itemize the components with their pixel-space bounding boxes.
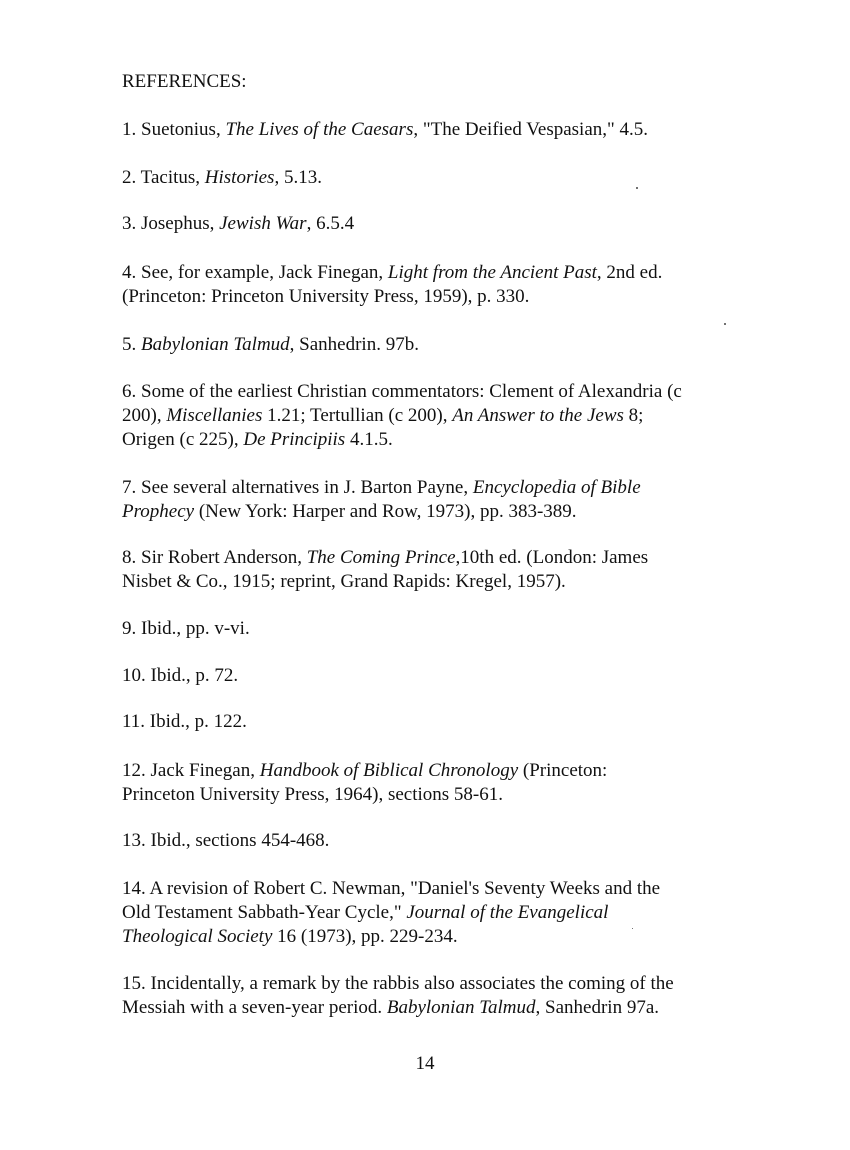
- reference-title: An Answer to the Jews: [452, 405, 624, 426]
- reference-line: [122, 261, 722, 285]
- reference-13: [122, 829, 722, 853]
- reference-line: [122, 285, 722, 309]
- reference-text: Ibid., sections 454-468.: [150, 830, 330, 851]
- reference-text: Princeton University Press, 1964), sections 58-61.: [122, 784, 504, 805]
- reference-number: 10.: [122, 665, 151, 686]
- reference-number: 5.: [122, 334, 141, 355]
- reference-6: [122, 380, 722, 452]
- reference-number: 14.: [122, 878, 150, 899]
- reference-text: A revision of Robert C. Newman, "Daniel's Seventy Weeks and the: [149, 878, 661, 899]
- reference-title: Handbook of Biblical Chronology: [259, 760, 519, 781]
- page-number: 14: [415, 1053, 435, 1074]
- reference-9: [122, 617, 722, 641]
- reference-text: , 2nd ed.: [596, 262, 663, 283]
- reference-line: [122, 546, 722, 570]
- reference-number: 1.: [122, 119, 141, 140]
- reference-title: Journal of the Evangelical: [406, 902, 609, 923]
- reference-line: [122, 877, 722, 901]
- scan-speck: [632, 928, 633, 929]
- reference-text: Old Testament Sabbath-Year Cycle,": [122, 902, 407, 923]
- reference-text: Jack Finegan,: [150, 760, 260, 781]
- reference-line: [122, 996, 722, 1020]
- reference-line: [122, 783, 722, 807]
- reference-text: See, for example, Jack Finegan,: [141, 262, 388, 283]
- reference-line: [122, 212, 722, 236]
- reference-line: [122, 901, 722, 925]
- reference-line: [122, 333, 722, 357]
- scan-speck: [636, 187, 638, 189]
- reference-1: [122, 118, 722, 142]
- reference-text: (Princeton:: [518, 760, 608, 781]
- reference-8: [122, 546, 722, 594]
- reference-line: [122, 710, 722, 734]
- reference-line: [122, 759, 722, 783]
- reference-title: Jewish War: [219, 213, 307, 234]
- reference-7: [122, 476, 722, 524]
- references-heading: REFERENCES:: [122, 71, 247, 92]
- reference-text: Some of the earliest Christian commentators: Clement of Alexandria (c: [141, 381, 682, 402]
- reference-line: [122, 428, 722, 452]
- reference-title: Histories: [204, 167, 275, 188]
- reference-title: Prophecy: [122, 501, 195, 522]
- reference-text: , Sanhedrin. 97b.: [289, 334, 419, 355]
- reference-line: [122, 972, 722, 996]
- reference-text: Tacitus,: [140, 167, 205, 188]
- reference-line: [122, 404, 722, 428]
- reference-10: [122, 664, 722, 688]
- reference-title: Encyclopedia of Bible: [472, 477, 641, 498]
- reference-5: [122, 333, 722, 357]
- reference-14: [122, 877, 722, 949]
- reference-4: [122, 261, 722, 309]
- reference-number: 4.: [122, 262, 141, 283]
- reference-line: [122, 664, 722, 688]
- reference-text: Messiah with a seven-year period.: [122, 997, 387, 1018]
- reference-text: ,10th ed. (London: James: [455, 547, 649, 568]
- reference-3: [122, 212, 722, 236]
- reference-number: 7.: [122, 477, 141, 498]
- reference-number: 11.: [122, 711, 150, 732]
- reference-line: [122, 500, 722, 524]
- reference-line: [122, 570, 722, 594]
- reference-line: [122, 829, 722, 853]
- reference-line: [122, 476, 722, 500]
- reference-text: Nisbet & Co., 1915; reprint, Grand Rapids: Kregel, 1957).: [122, 571, 566, 592]
- reference-text: , Sanhedrin 97a.: [535, 997, 660, 1018]
- reference-line: [122, 118, 722, 142]
- reference-text: Ibid., p. 122.: [149, 711, 247, 732]
- reference-text: (Princeton: Princeton University Press, 1959), p. 330.: [122, 286, 530, 307]
- reference-title: Babylonian Talmud: [141, 334, 290, 355]
- reference-text: Ibid., pp. v-vi.: [141, 618, 250, 639]
- reference-11: [122, 710, 722, 734]
- reference-15: [122, 972, 722, 1020]
- reference-number: 6.: [122, 381, 141, 402]
- reference-text: Sir Robert Anderson,: [141, 547, 307, 568]
- reference-title: De Principiis: [243, 429, 346, 450]
- reference-text: 200),: [122, 405, 167, 426]
- reference-text: , 6.5.4: [306, 213, 355, 234]
- reference-text: Ibid., p. 72.: [150, 665, 239, 686]
- reference-text: Incidentally, a remark by the rabbis also associates the coming of the: [150, 973, 674, 994]
- reference-text: Suetonius,: [141, 119, 226, 140]
- reference-title: The Lives of the Caesars: [225, 119, 414, 140]
- reference-text: 8;: [623, 405, 644, 426]
- reference-number: 8.: [122, 547, 141, 568]
- reference-2: [122, 166, 722, 190]
- reference-text: , 5.13.: [274, 167, 322, 188]
- reference-text: 4.1.5.: [345, 429, 393, 450]
- reference-title: Miscellanies: [166, 405, 263, 426]
- reference-12: [122, 759, 722, 807]
- reference-text: (New York: Harper and Row, 1973), pp. 383-389.: [194, 501, 577, 522]
- reference-text: See several alternatives in J. Barton Payne,: [141, 477, 473, 498]
- reference-title: Babylonian Talmud: [386, 997, 536, 1018]
- reference-text: 16 (1973), pp. 229-234.: [272, 926, 458, 947]
- reference-number: 15.: [122, 973, 151, 994]
- reference-title: Theological Society: [122, 926, 273, 947]
- reference-line: [122, 166, 722, 190]
- reference-number: 2.: [122, 167, 141, 188]
- reference-text: Origen (c 225),: [122, 429, 244, 450]
- reference-number: 13.: [122, 830, 151, 851]
- reference-line: [122, 617, 722, 641]
- reference-title: Light from the Ancient Past: [387, 262, 597, 283]
- reference-number: 12.: [122, 760, 151, 781]
- reference-text: Josephus,: [141, 213, 220, 234]
- reference-title: The Coming Prince: [306, 547, 456, 568]
- reference-number: 3.: [122, 213, 141, 234]
- reference-line: [122, 380, 722, 404]
- scan-speck: [724, 323, 726, 325]
- reference-text: , "The Deified Vespasian," 4.5.: [413, 119, 649, 140]
- reference-number: 9.: [122, 618, 141, 639]
- reference-text: 1.21; Tertullian (c 200),: [262, 405, 453, 426]
